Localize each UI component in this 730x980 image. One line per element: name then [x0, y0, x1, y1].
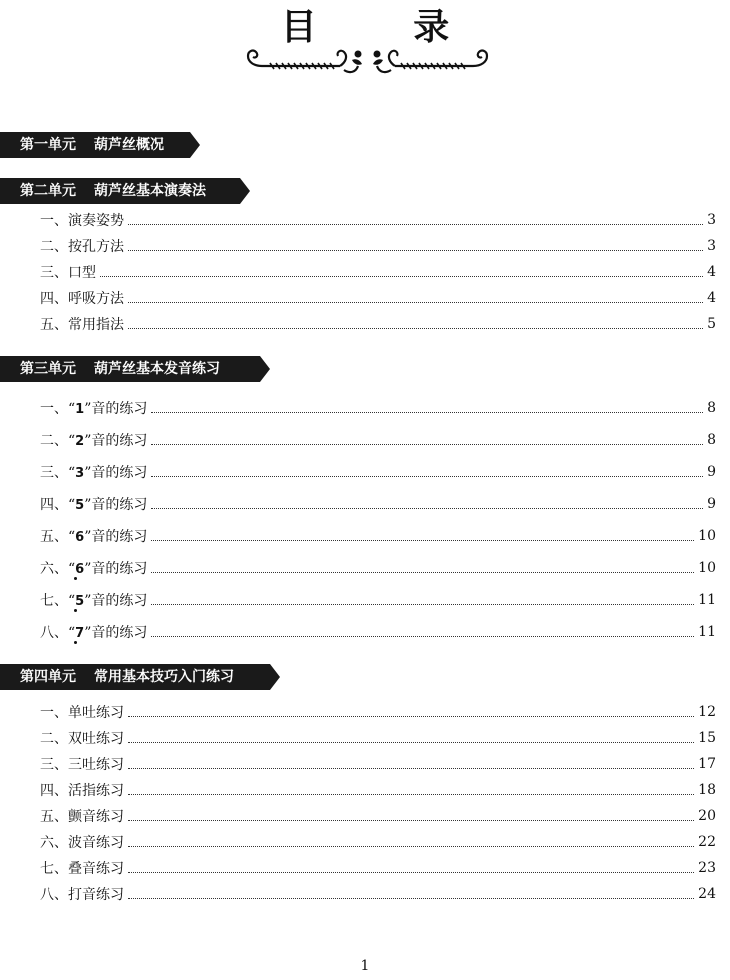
entry-page: 4 — [707, 290, 716, 306]
entry-label: 七、叠音练习 — [40, 861, 124, 877]
entry-page: 3 — [707, 212, 716, 228]
leader-dots — [151, 412, 703, 413]
note-number: 2 — [75, 434, 85, 449]
entry-page: 20 — [698, 808, 716, 824]
leader-dots — [128, 820, 694, 821]
leader-dots — [128, 224, 703, 225]
toc-entry[interactable] — [40, 314, 716, 334]
unit-label: 第一单元 — [20, 137, 76, 153]
entry-label: 四、“5”音的练习 — [40, 497, 148, 513]
leader-dots — [128, 768, 694, 769]
toc-entry[interactable] — [40, 858, 716, 878]
entry-label: 一、单吐练习 — [40, 705, 124, 721]
unit-title: 葫芦丝概况 — [94, 137, 164, 153]
entry-page: 9 — [707, 464, 716, 480]
toc-entry[interactable] — [40, 262, 716, 282]
entry-page: 23 — [698, 860, 716, 876]
entry-page: 4 — [707, 264, 716, 280]
toc-entry[interactable] — [40, 462, 716, 482]
leader-dots — [128, 716, 694, 717]
entry-page: 22 — [698, 834, 716, 850]
page-number: 1 — [360, 958, 370, 974]
toc-title: 目 录 — [280, 7, 492, 48]
entry-page: 5 — [707, 316, 716, 332]
toc-entry[interactable] — [40, 754, 716, 774]
entry-label: 四、活指练习 — [40, 783, 124, 799]
toc-entry[interactable] — [40, 832, 716, 852]
entry-label: 一、演奏姿势 — [40, 213, 124, 229]
unit-3-banner — [0, 356, 270, 382]
leader-dots — [151, 476, 703, 477]
note-number: 5 — [75, 594, 85, 609]
toc-entry[interactable] — [40, 494, 716, 514]
entry-label: 三、三吐练习 — [40, 757, 124, 773]
entry-page: 24 — [698, 886, 716, 902]
leader-dots — [100, 276, 703, 277]
leader-dots — [151, 636, 694, 637]
toc-entry[interactable] — [40, 590, 716, 610]
leader-dots — [128, 328, 703, 329]
low-octave-dot-icon — [74, 641, 77, 644]
entry-page: 12 — [698, 704, 716, 720]
toc-entry[interactable] — [40, 622, 716, 642]
leader-dots — [128, 302, 703, 303]
toc-entry[interactable] — [40, 430, 716, 450]
unit-1-banner — [0, 132, 200, 158]
note-number: 5 — [75, 498, 85, 513]
leader-dots — [151, 572, 694, 573]
unit-4-banner — [0, 664, 280, 690]
leader-dots — [151, 540, 694, 541]
toc-entry[interactable] — [40, 884, 716, 904]
entry-label: 八、“7”音的练习 — [40, 622, 147, 642]
leader-dots — [128, 742, 694, 743]
unit-label: 第四单元 — [20, 669, 76, 685]
leader-dots — [128, 250, 703, 251]
toc-entry[interactable] — [40, 526, 716, 546]
leader-dots — [151, 508, 703, 509]
entry-label: 四、呼吸方法 — [40, 291, 124, 307]
unit-2-banner — [0, 178, 250, 204]
entry-page: 11 — [698, 624, 716, 640]
toc-entry[interactable] — [40, 288, 716, 308]
entry-page: 9 — [707, 496, 716, 512]
entry-label: 六、“6”音的练习 — [40, 558, 147, 578]
entry-page: 18 — [698, 782, 716, 798]
entry-label: 八、打音练习 — [40, 887, 124, 903]
unit-title: 葫芦丝基本发音练习 — [94, 361, 220, 377]
low-octave-dot-icon — [74, 577, 77, 580]
entry-label: 五、常用指法 — [40, 317, 124, 333]
note-number: 1 — [75, 402, 85, 417]
note-number: 3 — [75, 466, 85, 481]
entry-label: 二、双吐练习 — [40, 731, 124, 747]
toc-entry[interactable] — [40, 780, 716, 800]
toc-entry[interactable] — [40, 702, 716, 722]
unit-title: 葫芦丝基本演奏法 — [94, 183, 206, 199]
entry-label: 六、波音练习 — [40, 835, 124, 851]
entry-label: 五、“6”音的练习 — [40, 529, 148, 545]
entry-label: 七、“5”音的练习 — [40, 590, 147, 610]
leader-dots — [128, 872, 694, 873]
unit-label: 第二单元 — [20, 183, 76, 199]
toc-entry[interactable] — [40, 210, 716, 230]
entry-page: 17 — [698, 756, 716, 772]
leader-dots — [151, 604, 694, 605]
note-number: 6 — [75, 530, 85, 545]
note-number: 7 — [75, 626, 85, 641]
unit-label: 第三单元 — [20, 361, 76, 377]
entry-label: 三、口型 — [40, 265, 96, 281]
leader-dots — [151, 444, 703, 445]
leader-dots — [128, 846, 694, 847]
entry-page: 11 — [698, 592, 716, 608]
entry-page: 15 — [698, 730, 716, 746]
note-number: 6 — [75, 562, 85, 577]
entry-label: 二、“2”音的练习 — [40, 433, 148, 449]
ornament-divider-icon — [240, 46, 495, 80]
unit-title: 常用基本技巧入门练习 — [94, 669, 234, 685]
entry-page: 8 — [707, 432, 716, 448]
toc-entry[interactable] — [40, 398, 716, 418]
entry-page: 8 — [707, 400, 716, 416]
entry-label: 三、“3”音的练习 — [40, 465, 148, 481]
toc-entry[interactable] — [40, 558, 716, 578]
entry-page: 10 — [698, 528, 716, 544]
toc-entry[interactable] — [40, 236, 716, 256]
entry-label: 一、“1”音的练习 — [40, 401, 148, 417]
low-octave-dot-icon — [74, 609, 77, 612]
leader-dots — [128, 898, 694, 899]
toc-entry[interactable] — [40, 728, 716, 748]
entry-page: 10 — [698, 560, 716, 576]
entry-label: 五、颤音练习 — [40, 809, 124, 825]
entry-page: 3 — [707, 238, 716, 254]
leader-dots — [128, 794, 694, 795]
entry-label: 二、按孔方法 — [40, 239, 124, 255]
toc-entry[interactable] — [40, 806, 716, 826]
